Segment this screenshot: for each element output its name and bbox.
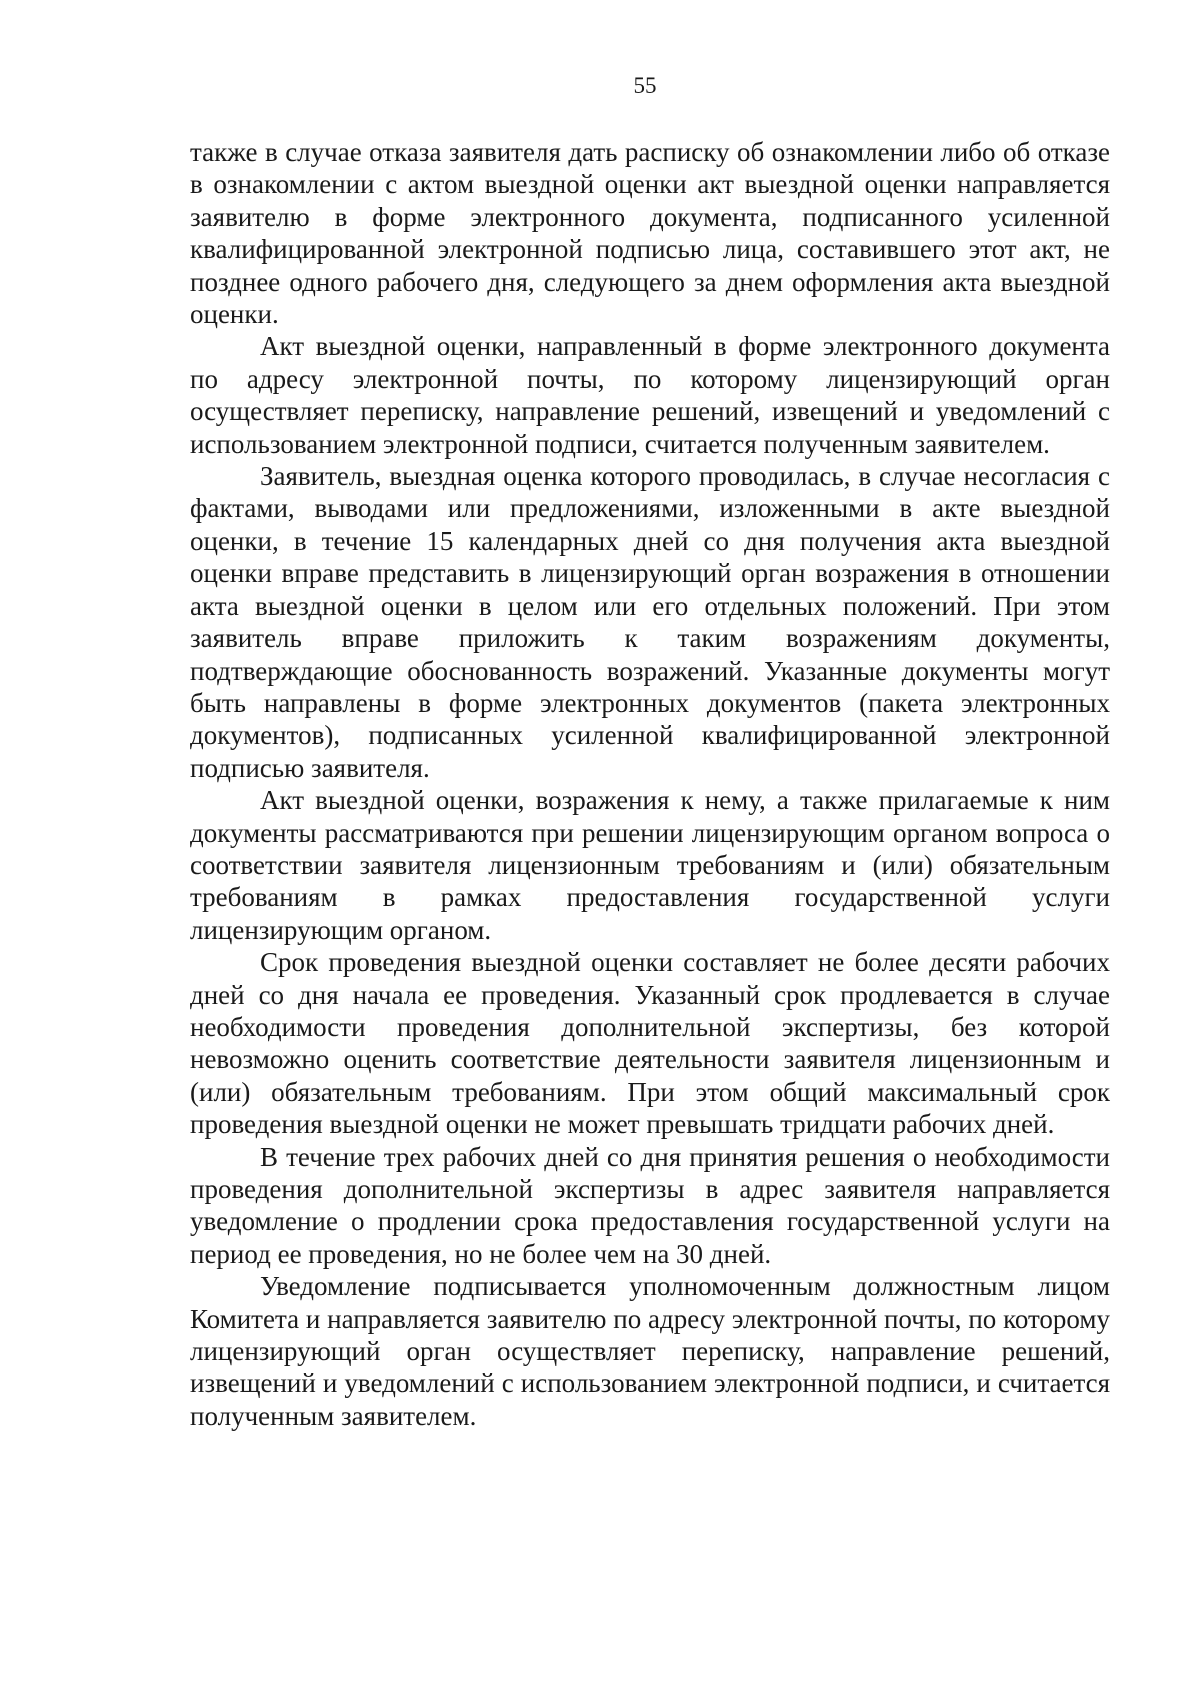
page-number: 55: [633, 73, 657, 98]
paragraph-3: Заявитель, выездная оценка которого проводилась, в случае несогласия с фактами, выводами или предложениями, изложенными в акте выездной оценки, в течение 15 календарных дней со дня получения акта выездной оценки вправе представить в лицензирующий орган возражения в отношении акта выездной оценки в целом или его отдельных положений. При этом заявитель вправе приложить к таким возражениям документы, подтверждающие обоснованность возражений. Указанные документы могут быть направлены в форме электронных документов (пакета электронных документов), подписанных усиленной квалифицированной электронной подписью заявителя.: [190, 461, 1110, 783]
document-body: [190, 136, 1110, 1432]
paragraph-5: Срок проведения выездной оценки составляет не более десяти рабочих дней со дня начала ее проведения. Указанный срок продлевается в случае необходимости проведения дополнительной экспертизы, без которой невозможно оценить соответствие деятельности заявителя лицензионным и (или) обязательным требованиям. При этом общий максимальный срок проведения выездной оценки не может превышать тридцати рабочих дней.: [190, 947, 1110, 1140]
paragraph-1: также в случае отказа заявителя дать расписку об ознакомлении либо об отказе в ознакомлении с актом выездной оценки акт выездной оценки направляется заявителю в форме электронного документа, подписанного усиленной квалифицированной электронной подписью лица, составившего этот акт, не позднее одного рабочего дня, следующего за днем оформления акта выездной оценки.: [190, 137, 1110, 330]
paragraph-2: Акт выездной оценки, направленный в форме электронного документа по адресу электронной почты, по которому лицензирующий орган осуществляет переписку, направление решений, извещений и уведомлений с использованием электронной подписи, считается полученным заявителем.: [190, 331, 1110, 459]
paragraph-4: Акт выездной оценки, возражения к нему, а также прилагаемые к ним документы рассматриваются при решении лицензирующим органом вопроса о соответствии заявителя лицензионным требованиям и (или) обязательным требованиям в рамках предоставления государственной услуги лицензирующим органом.: [190, 785, 1110, 945]
paragraph-6: В течение трех рабочих дней со дня принятия решения о необходимости проведения дополнительной экспертизы в адрес заявителя направляется уведомление о продлении срока предоставления государственной услуги на период ее проведения, но не более чем на 30 дней.: [190, 1141, 1110, 1269]
paragraph-7: Уведомление подписывается уполномоченным должностным лицом Комитета и направляется заявителю по адресу электронной почты, по которому лицензирующий орган осуществляет переписку, направление решений, извещений и уведомлений с использованием электронной подписи, и считается полученным заявителем.: [190, 1271, 1110, 1431]
